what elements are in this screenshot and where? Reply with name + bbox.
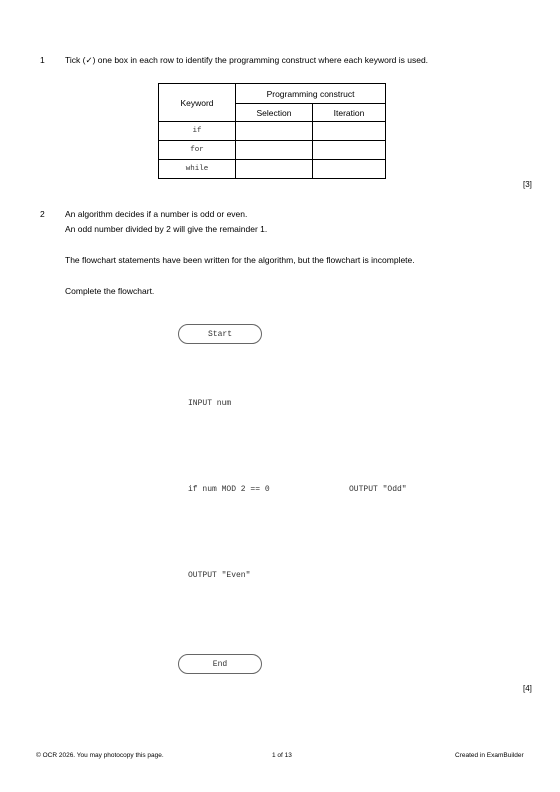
question-2-line-3: The flowchart statements have been written for the algorithm, but the flowchart is incomplete. [65, 255, 415, 265]
question-2-marks: [4] [523, 684, 532, 693]
construct-header: Programming construct [236, 84, 386, 104]
start-label: Start [207, 329, 232, 339]
keyword-table [158, 83, 386, 179]
question-1-instruction: Tick (✓) one box in each row to identify the programming construct where each keyword is used. [65, 55, 429, 65]
question-2-line-2: An odd number divided by 2 will give the remainder 1. [65, 224, 268, 234]
question-2-number: 2 [40, 209, 45, 219]
question-1-marks: [3] [523, 180, 532, 189]
question-2-line-1: An algorithm decides if a number is odd or even. [65, 209, 248, 219]
if-iteration-tickbox[interactable] [313, 122, 386, 141]
footer-created-by: Created in ExamBuilder [455, 752, 524, 759]
footer-page-number: 1 of 13 [272, 752, 292, 759]
end-label: End [212, 659, 228, 669]
flowchart-output-even: OUTPUT "Even" [188, 571, 251, 580]
keyword-if: if [159, 122, 236, 141]
flowchart-end-terminal [178, 654, 262, 674]
flowchart-output-odd: OUTPUT "Odd" [349, 485, 407, 494]
question-1-number: 1 [40, 55, 45, 65]
footer-copyright: © OCR 2026. You may photocopy this page. [36, 752, 164, 759]
keyword-while: while [159, 160, 236, 179]
while-iteration-tickbox[interactable] [313, 160, 386, 179]
while-selection-tickbox[interactable] [236, 160, 313, 179]
for-selection-tickbox[interactable] [236, 141, 313, 160]
iteration-header: Iteration [313, 104, 386, 122]
for-iteration-tickbox[interactable] [313, 141, 386, 160]
flowchart-input-statement: INPUT num [188, 399, 232, 408]
keyword-header: Keyword [159, 84, 236, 122]
flowchart-decision-statement: if num MOD 2 == 0 [188, 485, 270, 494]
selection-header: Selection [236, 104, 313, 122]
question-2-line-4: Complete the flowchart. [65, 286, 155, 296]
flowchart-start-terminal [178, 324, 262, 344]
if-selection-tickbox[interactable] [236, 122, 313, 141]
keyword-for: for [159, 141, 236, 160]
